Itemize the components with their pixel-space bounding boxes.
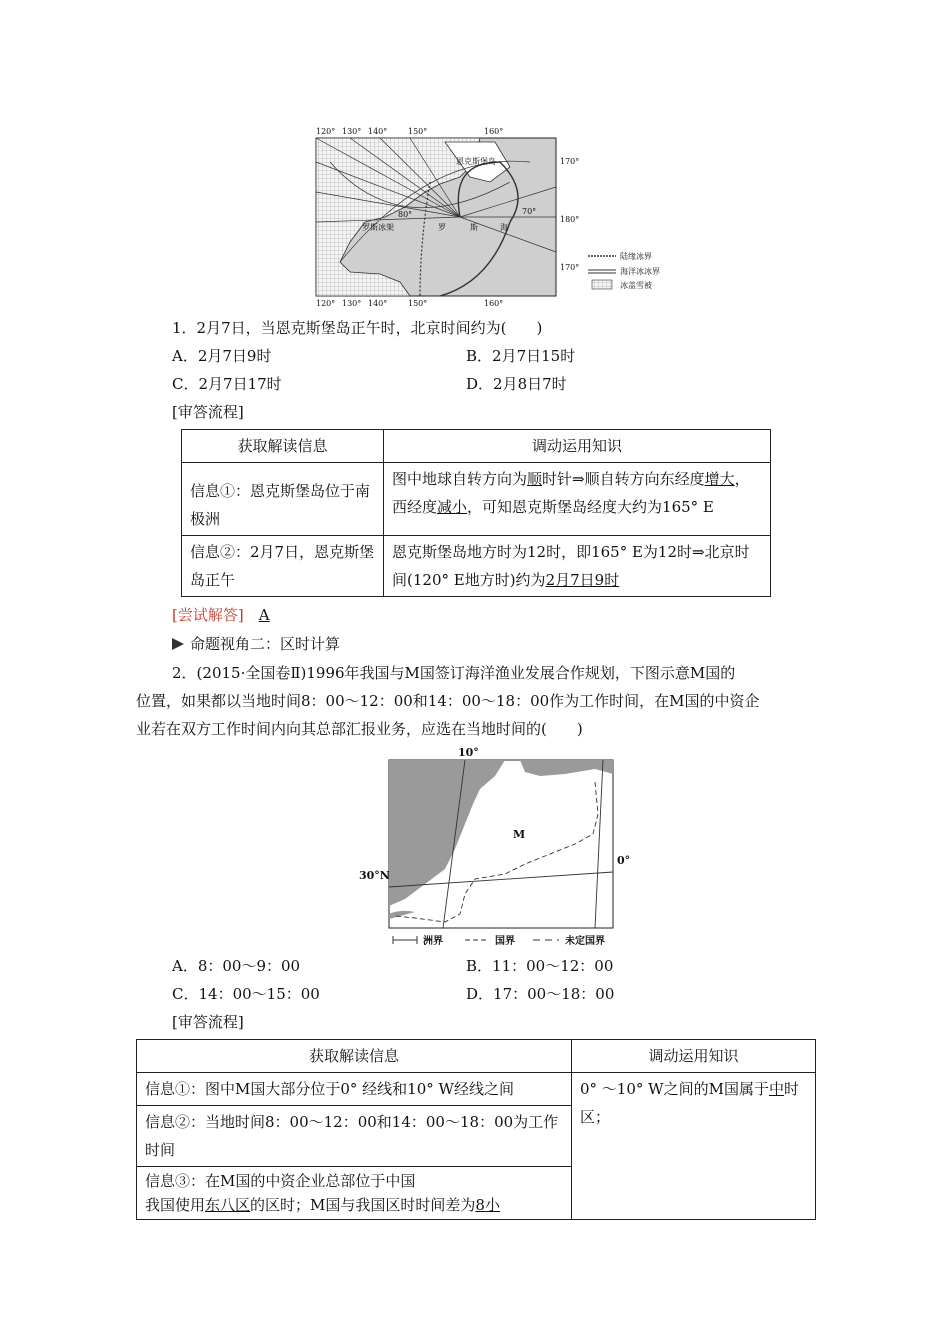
q1-flow-label: [审答流程] [172, 403, 244, 421]
lon-bottom-1: 130° [342, 299, 362, 308]
q1-row1-knowledge: 图中地球自转方向为顺时针⇒顺自转方向东经度增大，西经度减小，可知恩克斯堡岛经度大约为165° E [384, 463, 771, 536]
q1-option-b: B．2月7日15时 [466, 347, 576, 365]
q1-row1-info: 信息①：恩克斯堡岛位于南极洲 [182, 463, 384, 536]
q2-stem-line1: 2．(2015·全国卷Ⅱ)1996年我国与M国签订海洋渔业发展合作规划，下图示意M国的 [172, 664, 736, 682]
sea-label-2: 斯 [470, 223, 478, 232]
q2-option-b: B．11：00～12：00 [466, 957, 614, 975]
q2-row2-info: 信息②：当地时间8：00～12：00和14：00～18：00为工作时间 [137, 1106, 572, 1167]
q1-option-d: D．2月8日7时 [466, 375, 567, 393]
lon-bottom-4: 160° [484, 299, 504, 308]
play-triangle-icon [172, 638, 184, 650]
q1-header-info: 获取解读信息 [182, 430, 384, 463]
legend-continent-boundary: 洲界 [423, 936, 443, 947]
shelf-label: 罗斯冰架 [362, 223, 394, 232]
sea-label-3: 海 [500, 223, 508, 232]
lon-bottom-0: 120° [316, 299, 336, 308]
lon-top-4: 160° [484, 127, 504, 136]
lon-top-1: 130° [342, 127, 362, 136]
lon-bottom-3: 150° [408, 299, 428, 308]
q2-header-info: 获取解读信息 [137, 1040, 572, 1073]
legend-undefined-border: 未定国界 [565, 936, 605, 947]
lon-bottom-2: 140° [368, 299, 388, 308]
q1-answer: [尝试解答] A [172, 606, 270, 624]
section-heading: 命题视角二：区时计算 [172, 634, 340, 654]
lon-top-0: 120° [316, 127, 336, 136]
q2-stem-line3: 业若在双方工作时间内向其总部汇报业务，应选在当地时间的( ) [136, 720, 583, 738]
legend-land-ice: 陆缘冰界 [620, 252, 652, 261]
lat-80: 80° [398, 210, 413, 219]
lat-30n-label: 30°N [359, 869, 390, 882]
q1-row2-info: 信息②：2月7日，恩克斯堡岛正午 [182, 536, 384, 597]
lon-10-label: 10° [458, 746, 479, 759]
morocco-map [355, 744, 635, 950]
q2-stem-line2: 位置，如果都以当地时间8：00～12：00和14：00～18：00作为工作时间，在M国的中资企 [136, 692, 760, 710]
lon-top-2: 140° [368, 127, 388, 136]
q1-stem: 1．2月7日，当恩克斯堡岛正午时，北京时间约为( ) [172, 319, 543, 337]
legend-national-border: 国界 [495, 936, 515, 947]
q1-flow-table [181, 429, 771, 597]
q2-row3-info: 信息③：在M国的中资企业总部位于中国 我国使用东八区的区时；M国与我国区时时间差为8小 [137, 1167, 572, 1220]
lat-70: 70° [522, 207, 537, 216]
country-m-label: M [513, 828, 526, 841]
q2-row1-info: 信息①：图中M国大部分位于0° 经线和10° W经线之间 [137, 1073, 572, 1106]
q2-knowledge-cell: 0° ～10° W之间的M国属于中时区； [572, 1073, 816, 1220]
q1-option-c: C．2月7日17时 [172, 375, 282, 393]
q2-option-d: D．17：00～18：00 [466, 985, 615, 1003]
lon-0-label: 0° [617, 854, 631, 867]
q1-option-a: A．2月7日9时 [172, 347, 272, 365]
lon-right-2: 170° [560, 263, 580, 272]
island-label: 恩克斯堡岛 [456, 157, 496, 166]
q1-row2-knowledge: 恩克斯堡岛地方时为12时，即165° E为12时⇒北京时间(120° E地方时)约为2月7日9时 [384, 536, 771, 597]
q2-flow-label: [审答流程] [172, 1013, 244, 1031]
lon-right-1: 180° [560, 215, 580, 224]
legend-sea-ice: 海洋冰冰界 [620, 267, 660, 276]
q2-header-knowledge: 调动运用知识 [572, 1040, 816, 1073]
sea-label-1: 罗 [438, 223, 446, 232]
lon-top-3: 150° [408, 127, 428, 136]
legend-ice-sheet: 冰盖雪被 [620, 281, 652, 290]
q1-header-knowledge: 调动运用知识 [384, 430, 771, 463]
q2-option-c: C．14：00～15：00 [172, 985, 320, 1003]
q2-flow-table [136, 1039, 816, 1220]
q2-option-a: A．8：00～9：00 [172, 957, 301, 975]
lon-right-0: 170° [560, 157, 580, 166]
ross-sea-map [310, 122, 700, 312]
